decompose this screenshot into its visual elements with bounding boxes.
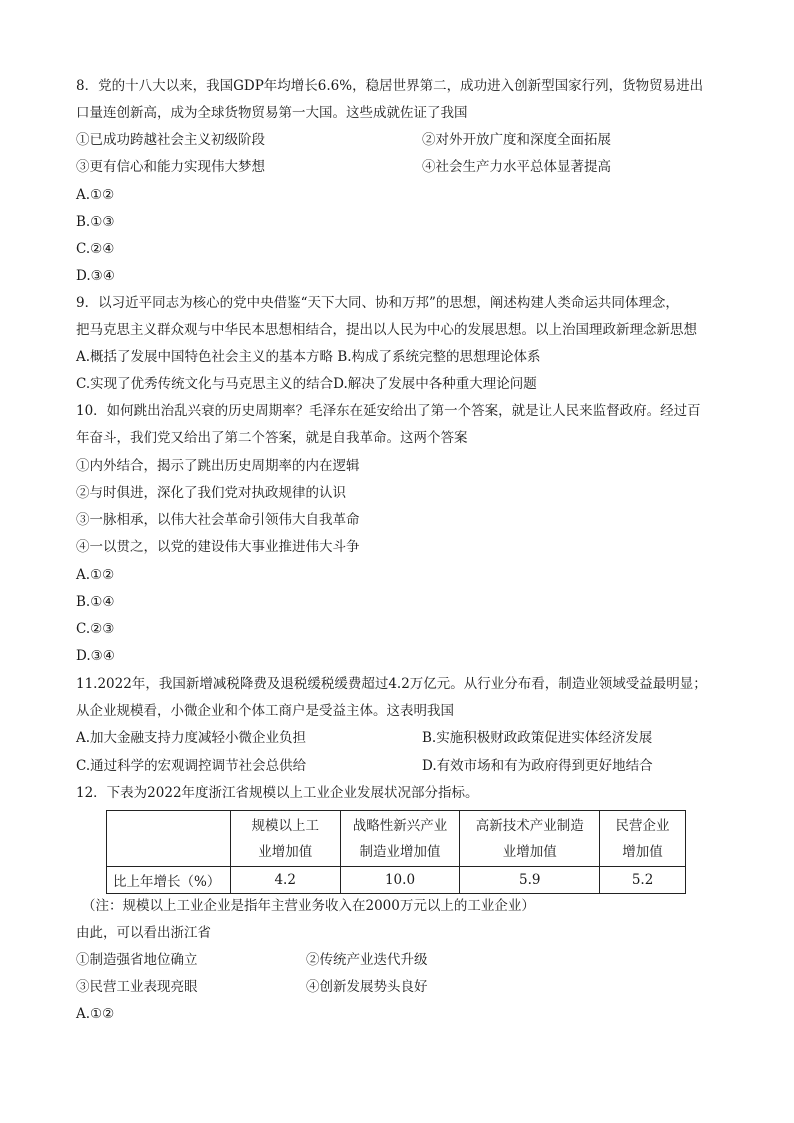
q10-stem-line1: 10．如何跳出治乱兴衰的历史周期率？毛泽东在延安给出了第一个答案，就是让人民来监督政府。经过百: [76, 403, 701, 419]
q12-note: （注：规模以上工业企业是指年主营业务收入在2000万元以上的工业企业）: [82, 898, 535, 914]
table-header-row: [107, 811, 686, 867]
q9-options-cd: C.实现了优秀传统文化与马克思主义的结合D.解决了发展中各种重大理论问题: [76, 376, 537, 392]
table-header-cell: 民营企业 增加值: [600, 811, 686, 867]
q10-statement-3: ③一脉相承，以伟大社会革命引领伟大自我革命: [76, 512, 360, 528]
q10-statement-2: ②与时俱进，深化了我们党对执政规律的认识: [76, 485, 346, 501]
q11-stem-line2: 从企业规模看，小微企业和个体工商户是受益主体。这表明我国: [76, 703, 454, 719]
table-header-cell: 战略性新兴产业 制造业增加值: [340, 811, 460, 867]
q8-option-a: A.①②: [76, 187, 115, 203]
q10-option-a: A.①②: [76, 567, 115, 583]
table-header-cell: 高新技术产业制造 业增加值: [460, 811, 600, 867]
table-cell: 5.2: [600, 867, 686, 894]
table-header-corner: [107, 811, 231, 867]
table-header-cell: 规模以上工 业增加值: [230, 811, 340, 867]
q8-stem-line1: 8．党的十八大以来，我国GDP年均增长6.6%，稳居世界第二，成功进入创新型国家行列，货物贸易进出: [76, 78, 704, 94]
q9-options-ab: A.概括了发展中国特色社会主义的基本方略 B.构成了系统完整的思想理论体系: [76, 349, 541, 365]
q11-option-d: D.有效市场和有为政府得到更好地结合: [422, 758, 653, 774]
q12-statement-2: ②传统产业迭代升级: [306, 952, 428, 968]
q8-statement-3: ③更有信心和能力实现伟大梦想: [76, 159, 265, 175]
q12-statement-1: ①制造强省地位确立: [76, 952, 198, 968]
q8-option-b: B.①③: [76, 214, 115, 230]
table-cell: 4.2: [230, 867, 340, 894]
q11-stem-line1: 11.2022年，我国新增减税降费及退税缓税缓费超过4.2万亿元。从行业分布看，制造业领域受益最明显；: [76, 676, 707, 692]
table-cell: 10.0: [340, 867, 460, 894]
stats-table: [106, 810, 686, 894]
q10-option-c: C.②③: [76, 621, 115, 637]
q10-stem-line2: 年奋斗，我们党又给出了第二个答案，就是自我革命。这两个答案: [76, 430, 468, 446]
q11-option-a: A.加大金融支持力度减轻小微企业负担: [76, 730, 307, 746]
q10-option-d: D.③④: [76, 648, 115, 664]
q10-option-b: B.①④: [76, 594, 115, 610]
q8-statement-4: ④社会生产力水平总体显著提高: [422, 159, 611, 175]
q8-statement-1: ①已成功跨越社会主义初级阶段: [76, 132, 265, 148]
q10-statement-4: ④一以贯之，以党的建设伟大事业推进伟大斗争: [76, 539, 360, 555]
q9-stem-line1: 9．以习近平同志为核心的党中央借鉴“天下大同、协和万邦”的思想，阐述构建人类命运共同体理念，: [76, 295, 679, 311]
q12-question: 由此，可以看出浙江省: [76, 925, 211, 941]
q8-stem-line2: 口量连创新高，成为全球货物贸易第一大国。这些成就佐证了我国: [76, 105, 468, 121]
table-row: [107, 867, 686, 894]
q12-statement-4: ④创新发展势头良好: [306, 979, 428, 995]
q11-option-b: B.实施积极财政政策促进实体经济发展: [422, 730, 653, 746]
table-cell: 5.9: [460, 867, 600, 894]
q12-stem: 12．下表为2022年度浙江省规模以上工业企业发展状况部分指标。: [76, 785, 479, 801]
table-row-label: 比上年增长（%）: [107, 867, 231, 894]
q8-option-c: C.②④: [76, 241, 115, 257]
q8-option-d: D.③④: [76, 268, 115, 284]
q8-statement-2: ②对外开放广度和深度全面拓展: [422, 132, 611, 148]
q11-option-c: C.通过科学的宏观调控调节社会总供给: [76, 758, 307, 774]
q10-statement-1: ①内外结合，揭示了跳出历史周期率的内在逻辑: [76, 458, 360, 474]
q12-statement-3: ③民营工业表现亮眼: [76, 979, 198, 995]
q9-stem-line2: 把马克思主义群众观与中华民本思想相结合，提出以人民为中心的发展思想。以上治国理政新理念新思想: [76, 322, 697, 338]
q12-option-a: A.①②: [76, 1006, 115, 1022]
